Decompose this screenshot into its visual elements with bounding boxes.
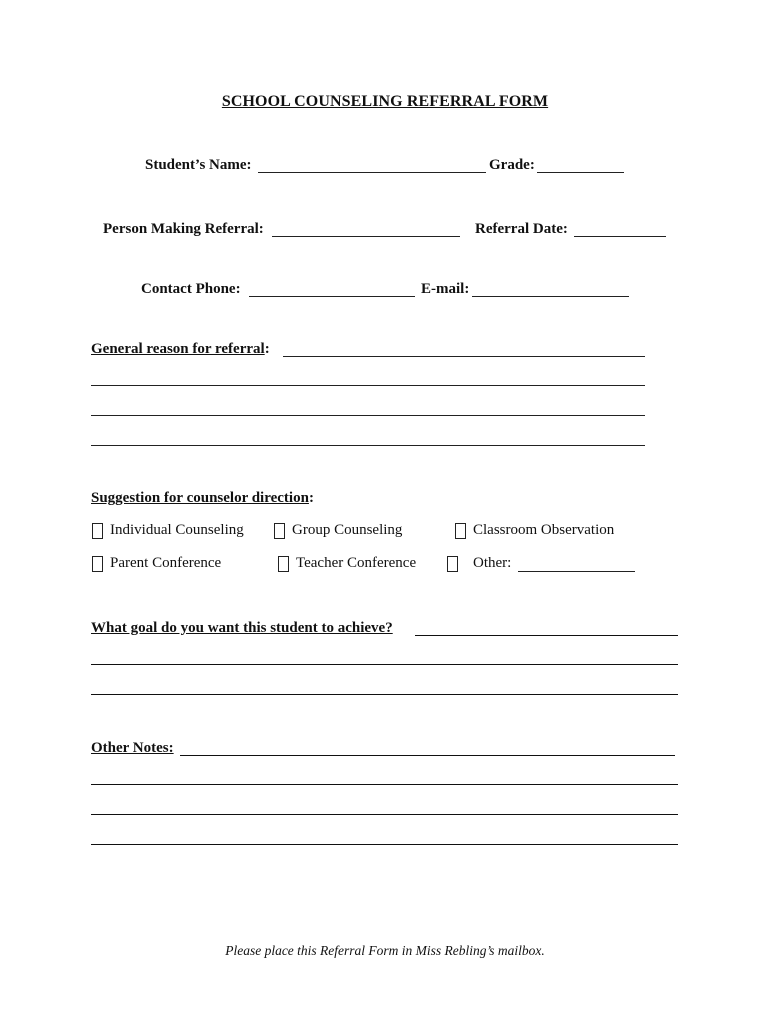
general-reason-line-3[interactable] [91,415,645,416]
checkbox-icon[interactable] [447,556,458,572]
suggestion-heading: Suggestion for counselor direction: [91,490,314,506]
general-reason-label: General reason for referral [91,341,265,357]
referral-date-label: Referral Date: [475,221,568,237]
form-title: SCHOOL COUNSELING REFERRAL FORM [221,93,549,110]
option-label: Classroom Observation [473,522,615,538]
checkbox-icon[interactable] [455,523,466,539]
person-making-referral-label: Person Making Referral: [103,221,264,237]
footer-instruction: Please place this Referral Form in Miss Rebling’s mailbox. [225,943,545,958]
option-label: Group Counseling [292,522,403,538]
general-reason-line-1[interactable] [283,356,645,357]
option-individual-counseling[interactable] [92,522,244,539]
goal-line-3[interactable] [91,694,678,695]
goal-line-2[interactable] [91,664,678,665]
goal-line-1[interactable] [415,635,678,636]
email-field[interactable] [472,296,629,297]
general-reason-heading: General reason for referral: [91,341,270,357]
other-notes-line-4[interactable] [91,844,678,845]
option-label: Parent Conference [110,555,222,571]
checkbox-icon[interactable] [278,556,289,572]
suggestion-label: Suggestion for counselor direction [91,490,309,506]
checkbox-icon[interactable] [92,556,103,572]
other-notes-line-3[interactable] [91,814,678,815]
option-label: Other: [473,555,512,571]
grade-field[interactable] [537,172,624,173]
contact-phone-field[interactable] [249,296,415,297]
option-teacher-conference[interactable] [278,555,416,572]
other-field[interactable] [518,571,635,572]
option-label: Teacher Conference [296,555,417,571]
student-name-field[interactable] [258,172,486,173]
checkbox-icon[interactable] [274,523,285,539]
referral-date-field[interactable] [574,236,666,237]
general-reason-line-2[interactable] [91,385,645,386]
other-notes-label: Other Notes: [91,740,174,756]
contact-phone-label: Contact Phone: [141,281,241,297]
goal-question: What goal do you want this student to achieve? [91,620,393,636]
option-classroom-observation[interactable] [455,522,614,539]
other-notes-line-2[interactable] [91,784,678,785]
checkbox-icon[interactable] [92,523,103,539]
option-parent-conference[interactable] [92,555,221,572]
person-making-referral-field[interactable] [272,236,460,237]
other-notes-line-1[interactable] [180,755,675,756]
option-other[interactable] [447,555,511,572]
option-group-counseling[interactable] [274,522,402,539]
student-name-label: Student’s Name: [145,157,252,173]
grade-label: Grade: [489,157,535,173]
option-label: Individual Counseling [110,522,244,538]
general-reason-line-4[interactable] [91,445,645,446]
email-label: E-mail: [421,281,470,297]
